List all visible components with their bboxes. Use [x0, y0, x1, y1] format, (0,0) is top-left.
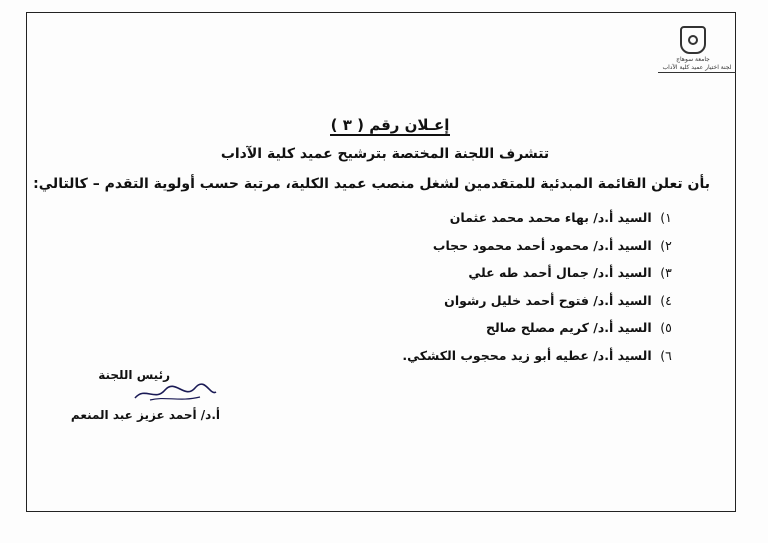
candidate-number: ٥) [660, 320, 672, 335]
announcement-subtitle: تتشرف اللجنة المختصة بترشيح عميد كلية الآداب [220, 146, 550, 162]
handwritten-signature-icon [130, 382, 220, 404]
candidate-name: السيد أ.د/ عطيه أبو زيد محجوب الكشكي. [402, 347, 652, 363]
candidate-number: ٤) [660, 292, 672, 308]
letterhead [658, 26, 732, 73]
candidate-number: ٦) [660, 347, 672, 363]
candidate-name: السيد أ.د/ محمود أحمد محمود حجاب [432, 237, 652, 253]
signature-heading: رئيس اللجنة [98, 368, 170, 382]
candidate-number: ٢) [660, 237, 672, 253]
university-name: جامعة سوهاج [676, 56, 710, 63]
candidate-name: السيد أ.د/ بهاء محمد محمد عثمان [449, 210, 652, 225]
signatory-name: أ.د/ أحمد عزيز عبد المنعم [70, 408, 220, 422]
announcement-intro: بأن تعلن القائمة المبدئية للمتقدمين لشغل منصب عميد الكلية، مرتبة حسب أولوية التقدم – كالتالي: [33, 176, 710, 192]
committee-name: لجنة اختيار عميد كلية الآداب [658, 64, 736, 73]
candidate-name: السيد أ.د/ كريم مصلح صالح [486, 320, 652, 335]
list-item [346, 265, 676, 293]
candidate-name: السيد أ.د/ فتوح أحمد خليل رشوان [444, 292, 652, 308]
signature-block [70, 368, 220, 422]
list-item [346, 320, 676, 348]
list-item [346, 348, 676, 376]
list-item [346, 210, 676, 238]
candidate-number: ١) [660, 210, 672, 225]
university-seal-icon [680, 26, 706, 54]
list-item [346, 293, 676, 321]
candidate-name: السيد أ.د/ جمال أحمد طه علي [468, 265, 652, 280]
candidate-list [346, 210, 676, 375]
candidate-number: ٣) [660, 265, 672, 280]
announcement-title: إعـلان رقم ( ٣ ) [330, 116, 450, 134]
list-item [346, 238, 676, 266]
